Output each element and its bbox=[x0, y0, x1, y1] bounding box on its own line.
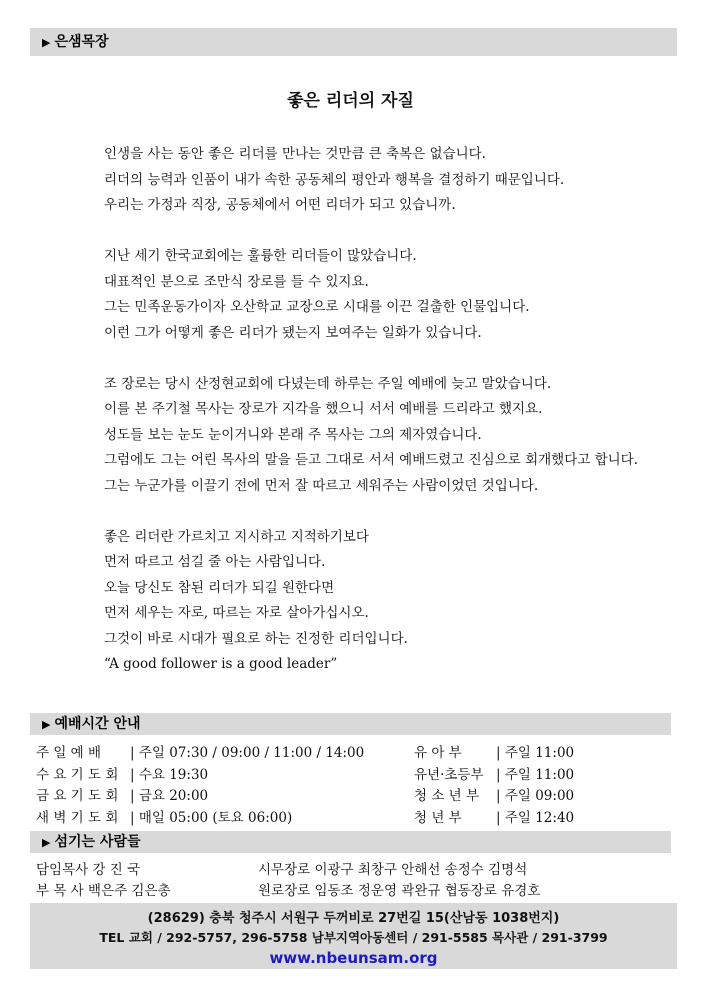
worship-heading bbox=[30, 713, 671, 735]
text-line: 먼저 세우는 자로, 따르는 자로 살아가십시오. bbox=[104, 605, 369, 621]
text-line: 성도들 보는 눈도 눈이거니와 본래 주 목사는 그의 제자였습니다. bbox=[104, 426, 482, 443]
text-line: 우리는 가정과 직장, 공동체에서 어떤 리더가 되고 있습니까. bbox=[104, 197, 456, 213]
triangle-icon: ▶ bbox=[42, 36, 51, 49]
footer-website[interactable]: www.nbeunsam.org bbox=[269, 949, 438, 967]
triangle-icon: ▶ bbox=[42, 718, 51, 731]
worship-heading-label: 예배시간 안내 bbox=[54, 716, 141, 732]
text-line: 그럼에도 그는 어린 목사의 말을 듣고 그대로 서서 예배드렸고 진심으로 회개했다고 합니다. bbox=[104, 452, 639, 468]
triangle-icon: ▶ bbox=[42, 836, 51, 849]
text-line: 조 장로는 당시 산정현교회에 다녔는데 하루는 주일 예배에 늦고 말았습니다. bbox=[104, 375, 552, 392]
footer-tel: TEL 교회 / 292-5757, 296-5758 남부지역아동센터 / 291-5585 목사관 / 291-3799 bbox=[99, 930, 608, 945]
section-header-label: 은샘목장 bbox=[54, 34, 109, 50]
staff-entry: 원로장로 임동조 정운영 곽완규 협동장로 유경호 bbox=[258, 883, 541, 899]
service-time: | 매일 05:00 (토요 06:00) bbox=[130, 809, 293, 826]
service-time: | 주일 07:30 / 09:00 / 11:00 / 14:00 bbox=[130, 745, 365, 761]
paragraph bbox=[104, 244, 664, 346]
text-line: 리더의 능력과 인품이 내가 속한 공동체의 평안과 행복을 결정하기 때문입니다. bbox=[104, 171, 565, 188]
section-header bbox=[30, 28, 677, 56]
service-time: | 주일 11:00 bbox=[496, 766, 575, 783]
service-name: 유년·초등부 bbox=[414, 766, 484, 783]
text-line: 좋은 리더란 가르치고 지시하고 지적하기보다 bbox=[104, 528, 369, 545]
footer bbox=[30, 903, 677, 969]
paragraph bbox=[104, 525, 664, 678]
article-body bbox=[104, 142, 664, 703]
text-line: 이런 그가 어떻게 좋은 리더가 됐는지 보여주는 일화가 있습니다. bbox=[104, 324, 482, 341]
service-name: 수 요 기 도 회 bbox=[36, 766, 119, 783]
service-name: 주 일 예 배 bbox=[36, 745, 102, 761]
footer-address: (28629) 충북 청주시 서원구 두꺼비로 27번길 15(산남동 1038번지) bbox=[147, 911, 560, 926]
text-line: 지난 세기 한국교회에는 훌륭한 리더들이 많았습니다. bbox=[104, 248, 417, 264]
text-line: 그것이 바로 시대가 필요로 하는 진정한 리더입니다. bbox=[104, 630, 408, 647]
service-name: 청 소 년 부 bbox=[414, 788, 480, 804]
staff-entry: 시무장로 이광구 최창구 안해선 송정수 김명석 bbox=[258, 862, 528, 878]
service-time: | 주일 09:00 bbox=[496, 788, 575, 804]
service-name: 청 년 부 bbox=[414, 809, 462, 826]
service-time: | 수요 19:30 bbox=[130, 766, 209, 783]
text-line: 그는 민족운동가이자 오산학교 교장으로 시대를 이끈 걸출한 인물입니다. bbox=[104, 299, 530, 315]
people-heading-label: 섬기는 사람들 bbox=[54, 834, 141, 850]
text-line: 그는 누군가를 이끌기 전에 먼저 잘 따르고 세워주는 사람이었던 것입니다. bbox=[104, 477, 539, 494]
text-line: 이를 본 주기철 목사는 장로가 지각을 했으니 서서 예배를 드리라고 했지요. bbox=[104, 401, 543, 417]
service-name: 유 아 부 bbox=[414, 745, 462, 761]
text-line: 오늘 당신도 참된 리더가 되길 원한다면 bbox=[104, 579, 335, 596]
service-time: | 금요 20:00 bbox=[130, 788, 209, 804]
staff-entry: 담임목사 강 진 국 bbox=[36, 862, 141, 878]
service-name: 금 요 기 도 회 bbox=[36, 788, 119, 804]
paragraph bbox=[104, 142, 664, 219]
text-line: 대표적인 분으로 조만식 장로를 들 수 있지요. bbox=[104, 273, 369, 290]
service-time: | 주일 11:00 bbox=[496, 745, 575, 761]
staff-entry: 부 목 사 백은주 김은총 bbox=[36, 883, 171, 899]
text-line: 인생을 사는 동안 좋은 리더를 만나는 것만큼 큰 축복은 없습니다. bbox=[104, 146, 486, 162]
service-time: | 주일 12:40 bbox=[496, 809, 575, 826]
text-line: “A good follower is a good leader” bbox=[104, 656, 338, 672]
service-name: 새 벽 기 도 회 bbox=[36, 809, 119, 826]
paragraph bbox=[104, 372, 664, 500]
text-line: 먼저 따르고 섬길 줄 아는 사람입니다. bbox=[104, 554, 326, 570]
page-title: 좋은 리더의 자질 bbox=[287, 91, 414, 111]
people-heading bbox=[30, 831, 671, 853]
